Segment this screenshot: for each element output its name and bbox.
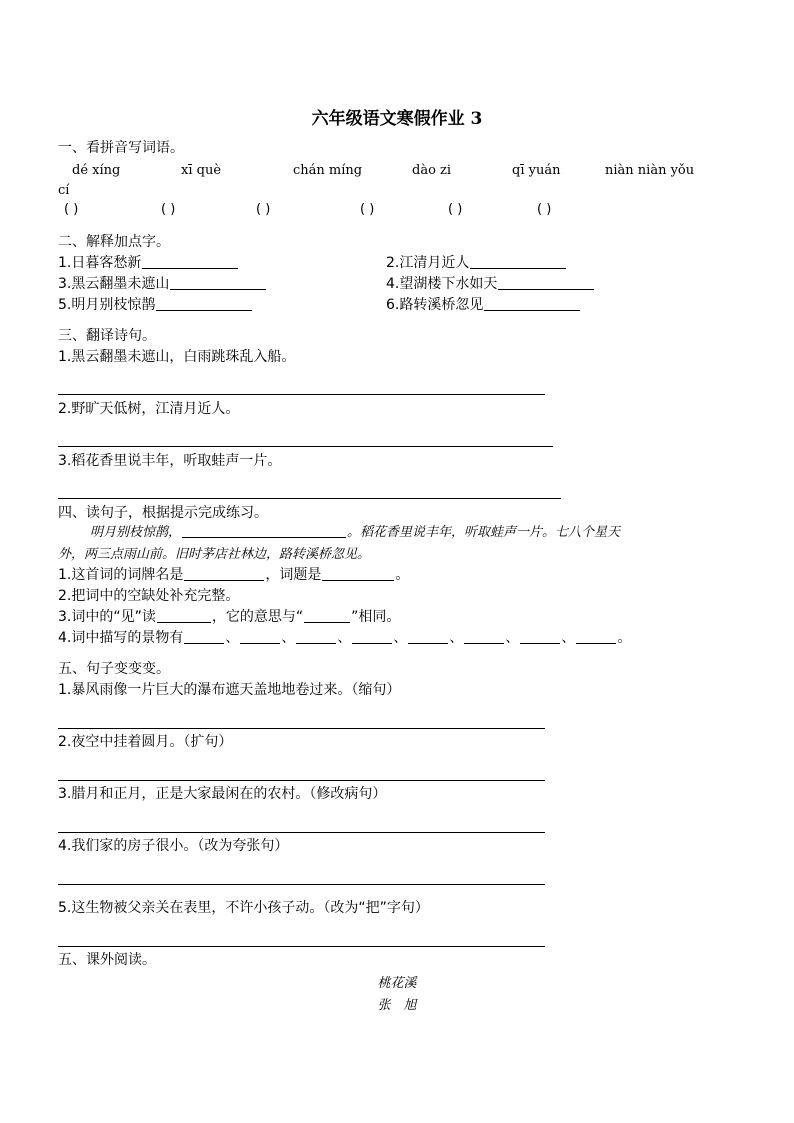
scene-blank-4[interactable] [352, 629, 392, 644]
scene-blank-2[interactable] [240, 629, 280, 644]
rewrite-answer-line-3[interactable] [58, 832, 545, 833]
question-1-c: 。 [395, 567, 410, 583]
explain-item-2 [386, 254, 567, 272]
question-3-blank-a[interactable] [157, 608, 211, 623]
explain-item-6-text: 6.路转溪桥忽见 [386, 297, 484, 313]
scene-blank-5[interactable] [408, 629, 448, 644]
sep-3: 、 [337, 630, 352, 646]
pinyin-2: xī què [181, 163, 222, 178]
pinyin-1: dé xíng [72, 163, 121, 178]
poem-line-1-b: 。稻花香里说丰年，听取蛙声一片。七八个星天 [347, 525, 621, 540]
reading-poem-author: 张 旭 [377, 998, 417, 1013]
rewrite-item-3: 3.腊月和正月，正是大家最闲在的农村。（修改病句） [58, 786, 387, 802]
explain-item-2-text: 2.江清月近人 [386, 255, 470, 271]
explain-item-5 [58, 296, 253, 314]
question-3-c: ”相同。 [351, 609, 401, 625]
question-2: 2.把词中的空缺处补充完整。 [58, 588, 240, 604]
question-1-b: ，词题是 [265, 567, 322, 583]
explain-item-4 [386, 275, 595, 293]
explain-blank-1[interactable] [142, 254, 238, 269]
question-3-blank-b[interactable] [304, 608, 350, 623]
explain-item-3 [58, 275, 267, 293]
section6-heading: 五、课外阅读。 [58, 952, 156, 968]
scene-blank-1[interactable] [184, 629, 224, 644]
pinyin-6: niàn niàn yǒu [605, 163, 695, 178]
rewrite-item-1: 1.暴风雨像一片巨大的瀑布遮天盖地地卷过来。（缩句） [58, 682, 401, 698]
translate-item-1: 1.黑云翻墨未遮山，白雨跳珠乱入船。 [58, 349, 296, 365]
scene-blank-6[interactable] [464, 629, 504, 644]
sep-5: 、 [449, 630, 464, 646]
section2-heading: 二、解释加点字。 [58, 234, 170, 250]
sep-6: 、 [505, 630, 520, 646]
explain-blank-5[interactable] [156, 296, 252, 311]
section1-heading: 一、看拼音写词语。 [58, 140, 184, 156]
translate-answer-line-3[interactable] [58, 498, 561, 499]
scene-blank-7[interactable] [520, 629, 560, 644]
section3-heading: 三、翻译诗句。 [58, 328, 156, 344]
sep-7: 、 [561, 630, 576, 646]
scene-blank-8[interactable] [576, 629, 616, 644]
explain-item-6 [386, 296, 581, 314]
sep-2: 、 [281, 630, 296, 646]
poem-blank[interactable] [182, 523, 346, 538]
question-3-a: 3.词中的“见”读 [58, 609, 156, 625]
answer-paren-4[interactable]: ( ) [360, 202, 375, 217]
rewrite-answer-line-2[interactable] [58, 780, 545, 781]
section4-heading: 四、读句子，根据提示完成练习。 [58, 505, 268, 521]
pinyin-5: qī yuán [512, 163, 561, 178]
explain-blank-3[interactable] [170, 275, 266, 290]
explain-item-3-text: 3.黑云翻墨未遮山 [58, 276, 170, 292]
answer-paren-5[interactable]: ( ) [448, 202, 463, 217]
poem-line-1 [90, 522, 620, 544]
rewrite-answer-line-5[interactable] [58, 946, 545, 947]
explain-blank-6[interactable] [484, 296, 580, 311]
question-3 [58, 608, 400, 626]
answer-paren-3[interactable]: ( ) [256, 202, 271, 217]
explain-blank-4[interactable] [498, 275, 594, 290]
page-title: 六年级语文寒假作业 3 [311, 109, 483, 129]
section5-heading: 五、句子变变变。 [58, 661, 170, 677]
question-1-blank-b[interactable] [322, 566, 394, 581]
question-1-a: 1.这首词的词牌名是 [58, 567, 184, 583]
translate-answer-line-1[interactable] [58, 394, 545, 395]
question-1-blank-a[interactable] [184, 566, 264, 581]
explain-item-1 [58, 254, 239, 272]
pinyin-6-wrap: cí [58, 183, 70, 198]
pinyin-4: dào zi [412, 163, 452, 178]
translate-item-3: 3.稻花香里说丰年，听取蛙声一片。 [58, 453, 282, 469]
sep-4: 、 [393, 630, 408, 646]
sep-1: 、 [225, 630, 240, 646]
poem-line-1-a: 明月别枝惊鹊， [90, 525, 182, 540]
question-4 [58, 629, 631, 647]
explain-item-5-text: 5.明月别枝惊鹊 [58, 297, 156, 313]
answer-paren-1[interactable]: ( ) [64, 202, 79, 217]
translate-answer-line-2[interactable] [58, 446, 553, 447]
translate-item-2: 2.野旷天低树，江清月近人。 [58, 401, 240, 417]
rewrite-answer-line-4[interactable] [58, 884, 545, 885]
explain-item-4-text: 4.望湖楼下水如天 [386, 276, 498, 292]
scene-blank-3[interactable] [296, 629, 336, 644]
answer-paren-6[interactable]: ( ) [537, 202, 552, 217]
rewrite-item-2: 2.夜空中挂着圆月。（扩句） [58, 734, 233, 750]
question-4-end: 。 [617, 630, 632, 646]
rewrite-item-5: 5.这生物被父亲关在表里，不许小孩子动。（改为“把”字句） [58, 900, 429, 916]
answer-paren-2[interactable]: ( ) [161, 202, 176, 217]
reading-poem-title: 桃花溪 [377, 976, 417, 991]
rewrite-answer-line-1[interactable] [58, 728, 545, 729]
question-1 [58, 566, 409, 584]
question-4-a: 4.词中描写的景物有 [58, 630, 184, 646]
rewrite-item-4: 4.我们家的房子很小。（改为夸张句） [58, 838, 289, 854]
explain-item-1-text: 1.日暮客愁新 [58, 255, 142, 271]
poem-line-2: 外，两三点雨山前。旧时茅店社林边，路转溪桥忽见。 [58, 547, 371, 562]
explain-blank-2[interactable] [470, 254, 566, 269]
question-3-b: ，它的意思与“ [211, 609, 304, 625]
pinyin-3: chán míng [293, 163, 363, 178]
